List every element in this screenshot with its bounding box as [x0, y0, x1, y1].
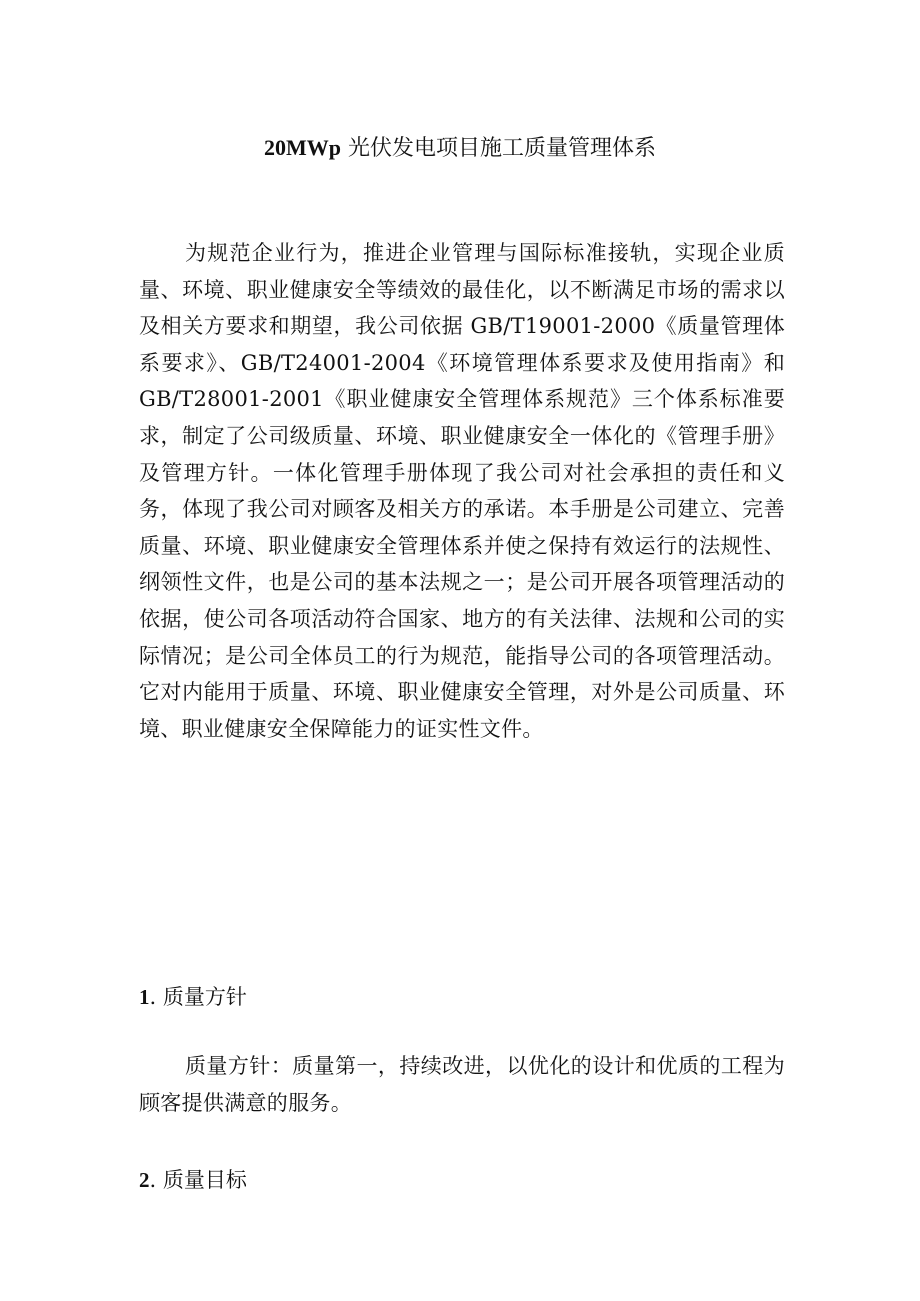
quality-policy-paragraph: 质量方针：质量第一，持续改进，以优化的设计和优质的工程为顾客提供满意的服务。	[139, 1054, 785, 1115]
title-capacity: 20MWp	[264, 135, 341, 160]
section-title: . 质量方针	[149, 985, 247, 1009]
intro-paragraph: 为规范企业行为，推进企业管理与国际标准接轨，实现企业质量、环境、职业健康安全等绩效的最佳化，以不断满足市场的需求以及相关方要求和期望，我公司依据 GB/T19001-2000《质量管理体系要求》、GB/T24001-2004《环境管理体系要求及使用指南》和 GB/T28001-2001《职业健康安全管理体系规范》三个体系标准要求，制定了公司级质量、环境、职业健康安全一体化的《管理手册》及管理方针。一体化管理手册体现了我公司对社会承担的责任和义务，体现了我公司对顾客及相关方的承诺。本手册是公司建立、完善质量、环境、职业健康安全管理体系并使之保持有效运行的法规性、纲领性文件，也是公司的基本法规之一；是公司开展各项管理活动的依据，使公司各项活动符合国家、地方的有关法律、法规和公司的实际情况；是公司全体员工的行为规范，能指导公司的各项管理活动。它对内能用于质量、环境、职业健康安全管理，对外是公司质量、环境、职业健康安全保障能力的证实性文件。	[139, 241, 785, 741]
section-heading-quality-policy	[139, 982, 247, 1012]
section-heading-quality-objectives	[139, 1165, 247, 1195]
document-title	[0, 133, 920, 164]
title-text: 光伏发电项目施工质量管理体系	[341, 136, 656, 161]
section-number: 2	[139, 1168, 150, 1192]
section-title: . 质量目标	[149, 1168, 247, 1192]
section-number: 1	[139, 985, 150, 1009]
